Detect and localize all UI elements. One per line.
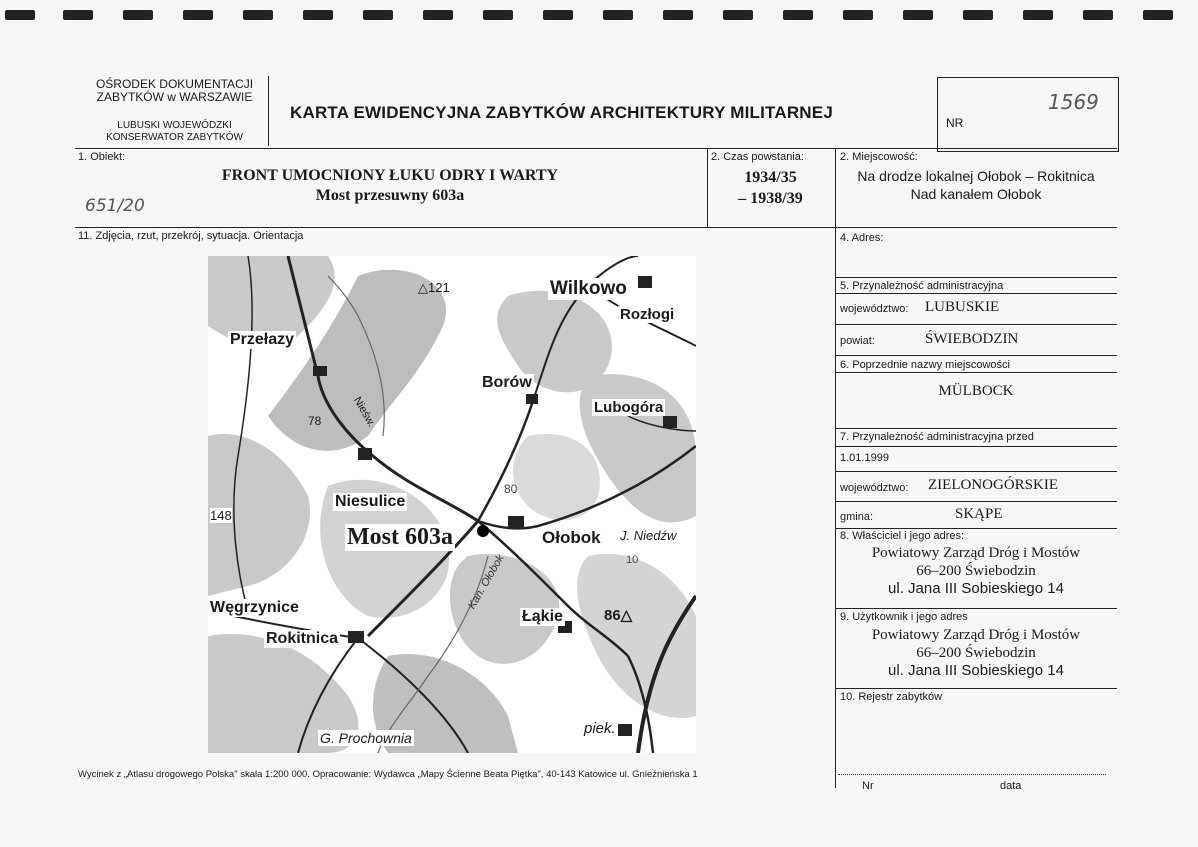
map-label-most: Most 603a bbox=[347, 524, 453, 550]
map-label-height-148: 148 bbox=[210, 508, 232, 523]
map-label-height-86: 86△ bbox=[604, 607, 633, 624]
map-label-borow: Borów bbox=[482, 374, 532, 391]
previous-names-label: 6. Poprzednie nazwy miejscowości bbox=[840, 359, 1010, 371]
map-label-niedzw: J. Niedźw bbox=[620, 528, 677, 543]
perforation-hole bbox=[183, 10, 213, 20]
previous-names-value: MÜLBOCK bbox=[938, 383, 1014, 399]
owner-line: ul. Jana III Sobieskiego 14 bbox=[888, 580, 1064, 597]
map-label-rokitnica: Rokitnica bbox=[266, 630, 339, 647]
object-name bbox=[160, 166, 620, 206]
map-label-niesulice: Niesulice bbox=[335, 493, 406, 510]
handwritten-ref: 651/20 bbox=[85, 196, 145, 216]
bridge-marker bbox=[477, 525, 489, 537]
perforation-hole bbox=[423, 10, 453, 20]
commune-value: SKĄPE bbox=[955, 506, 1003, 522]
row-rule bbox=[835, 372, 1117, 373]
card-title: KARTA EWIDENCYJNA ZABYTKÓW ARCHITEKTURY MILITARNEJ bbox=[290, 103, 833, 122]
admin-before-label: 7. Przynależność administracyjna przed bbox=[840, 431, 1034, 443]
register-nr-label: Nr bbox=[862, 780, 874, 792]
nr-handwritten-value: 1569 bbox=[1048, 90, 1099, 114]
voivodeship-before-value: ZIELONOGÓRSKIE bbox=[928, 477, 1058, 493]
perforation-hole bbox=[723, 10, 753, 20]
commune-label: gmina: bbox=[840, 511, 874, 523]
perforation-hole bbox=[1023, 10, 1053, 20]
location-line: Na drodze lokalnej Ołobok – Rokitnica bbox=[857, 168, 1095, 184]
conservator-line: LUBUSKI WOJEWÓDZKI bbox=[117, 120, 232, 131]
register-label: 10. Rejestr zabytków bbox=[840, 691, 943, 703]
map-label-rozlogi: Rozłogi bbox=[620, 306, 675, 323]
map-label-lakie: Łąkie bbox=[522, 608, 563, 625]
perforation-hole bbox=[5, 10, 35, 20]
owner-label: 8. Właściciel i jego adres: bbox=[840, 530, 965, 542]
object-name-line: Most przesuwny 603a bbox=[315, 187, 465, 204]
institution-line: ZABYTKÓW w WARSZAWIE bbox=[96, 90, 253, 104]
voivodeship-before-label: województwo: bbox=[840, 482, 909, 494]
map-label-olobok: Ołobok bbox=[542, 528, 601, 547]
period-line: – 1938/39 bbox=[738, 190, 803, 207]
row-rule bbox=[75, 227, 1117, 228]
col-divider bbox=[835, 148, 836, 788]
map-label-kanal: Kan. Ołobok bbox=[465, 552, 507, 612]
admin-before-date: 1.01.1999 bbox=[840, 452, 889, 464]
register-dotted-line bbox=[838, 774, 1106, 775]
institution-line: OŚRODEK DOKUMENTACJI bbox=[95, 77, 254, 91]
object-name-line: FRONT UMOCNIONY ŁUKU ODRY I WARTY bbox=[221, 167, 559, 184]
owner-line: Powiatowy Zarząd Dróg i Mostów bbox=[871, 545, 1081, 561]
period-value bbox=[708, 167, 833, 209]
map-label-prochownia: G. Prochownia bbox=[320, 730, 412, 746]
perforation-hole bbox=[843, 10, 873, 20]
perforation-hole bbox=[963, 10, 993, 20]
row-rule bbox=[835, 293, 1117, 294]
user-line: Powiatowy Zarząd Dróg i Mostów bbox=[871, 627, 1081, 643]
voivodeship-label: województwo: bbox=[840, 303, 909, 315]
perforation-hole bbox=[243, 10, 273, 20]
perforation-hole bbox=[903, 10, 933, 20]
voivodeship-value: LUBUSKIE bbox=[925, 299, 1000, 315]
address-label: 4. Adres: bbox=[840, 232, 884, 244]
institution-name bbox=[82, 78, 267, 104]
county-label: powiat: bbox=[840, 335, 875, 347]
register-date-label: data bbox=[1000, 780, 1022, 792]
location-label: 2. Miejscowość: bbox=[840, 151, 918, 163]
row-rule bbox=[835, 355, 1117, 356]
perforation-hole bbox=[663, 10, 693, 20]
row-rule bbox=[835, 688, 1117, 689]
map-label-wegrzynice: Węgrzynice bbox=[210, 599, 299, 616]
perforation-hole bbox=[603, 10, 633, 20]
object-label: 1. Obiekt: bbox=[78, 151, 126, 163]
user-line: 66–200 Świebodzin bbox=[916, 645, 1036, 661]
photos-label: 11. Zdjęcia, rzut, przekrój, sytuacja. Orientacja bbox=[78, 230, 304, 242]
map-label-niesz: Nieśw. bbox=[350, 394, 378, 430]
user-label: 9. Użytkownik i jego adres bbox=[840, 611, 968, 623]
row-rule bbox=[835, 528, 1117, 529]
row-rule bbox=[835, 428, 1117, 429]
header-divider bbox=[268, 76, 269, 146]
user-value bbox=[836, 626, 1116, 680]
map-label-piek: piek. bbox=[584, 720, 616, 737]
map-label-height-78: 78 bbox=[308, 414, 322, 428]
location-map bbox=[208, 256, 696, 753]
owner-line: 66–200 Świebodzin bbox=[916, 563, 1036, 579]
perforation-hole bbox=[543, 10, 573, 20]
map-label-lubogora: Lubogóra bbox=[594, 399, 664, 416]
map-source-note: Wycinek z „Atlasu drogowego Polska" skala 1:200 000. Opracowanie: Wydawca „Mapy Ścienne Beata Piętka", 40-143 Katowice ul. Gnieźnieńska 1 bbox=[78, 769, 698, 780]
perforation-hole bbox=[123, 10, 153, 20]
row-rule bbox=[835, 501, 1117, 502]
perforation-hole bbox=[483, 10, 513, 20]
conservator-name bbox=[82, 120, 267, 144]
period-label: 2. Czas powstania: bbox=[711, 151, 804, 163]
admin-label: 5. Przynależność administracyjna bbox=[840, 280, 1004, 292]
location-line: Nad kanałem Ołobok bbox=[910, 186, 1042, 202]
map-label-wilkowo: Wilkowo bbox=[550, 278, 627, 299]
perforation-hole bbox=[303, 10, 333, 20]
period-line: 1934/35 bbox=[744, 169, 797, 186]
owner-value bbox=[836, 544, 1116, 598]
header-rule bbox=[75, 148, 1117, 149]
nr-label: NR bbox=[946, 116, 964, 130]
row-rule bbox=[835, 471, 1117, 472]
row-rule bbox=[835, 446, 1117, 447]
map-label-height-10: 10 bbox=[626, 554, 639, 566]
row-rule bbox=[835, 608, 1117, 609]
conservator-line: KONSERWATOR ZABYTKÓW bbox=[106, 132, 243, 143]
row-rule bbox=[835, 277, 1117, 278]
row-rule bbox=[835, 324, 1117, 325]
perforation-hole bbox=[1143, 10, 1173, 20]
map-label-height-121: △121 bbox=[418, 280, 450, 295]
perforation-hole bbox=[363, 10, 393, 20]
map-label-height-80: 80 bbox=[504, 482, 518, 496]
perforation-hole bbox=[1083, 10, 1113, 20]
user-line: ul. Jana III Sobieskiego 14 bbox=[888, 662, 1064, 679]
perforation-hole bbox=[783, 10, 813, 20]
county-value: ŚWIEBODZIN bbox=[925, 331, 1019, 347]
location-value bbox=[836, 167, 1116, 203]
nr-box bbox=[937, 77, 1119, 152]
map-label-przelazy: Przełazy bbox=[230, 331, 295, 348]
perforation-hole bbox=[63, 10, 93, 20]
